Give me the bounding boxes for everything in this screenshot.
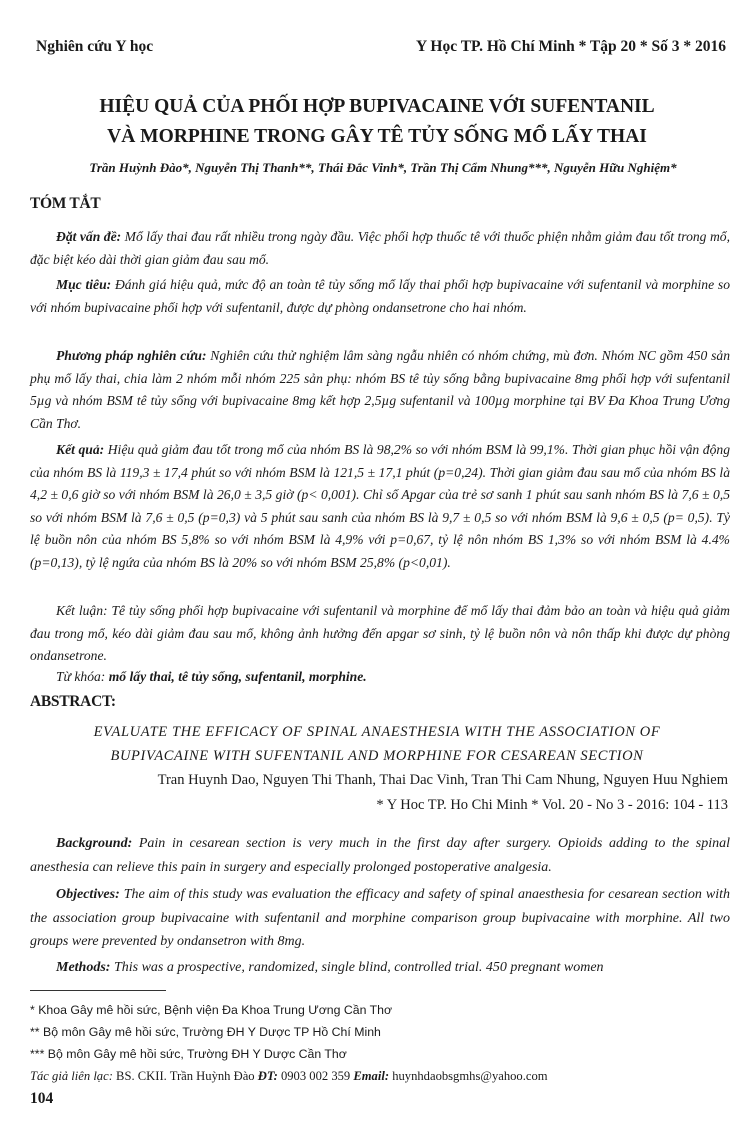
abstract-background-label: Background: bbox=[56, 836, 133, 851]
footnote-affiliation-2: ** Bộ môn Gây mê hồi sức, Trường ĐH Y Dược TP Hồ Chí Minh bbox=[30, 1025, 381, 1039]
english-author-list: Tran Huynh Dao, Nguyen Thi Thanh, Thai Dac Vinh, Tran Thi Cam Nhung, Nguyen Huu Nghiem bbox=[157, 772, 728, 788]
email-address: huynhdaobsgmhs@yahoo.com bbox=[389, 1069, 548, 1083]
summary-results-label: Kết quả: bbox=[56, 442, 105, 457]
summary-conclusion-paragraph bbox=[30, 600, 730, 668]
abstract-background-text: Pain in cesarean section is very much in the first day after surgery. Opioids adding to the spinal anesthesia can relieve this pain in surgery and especially prolonged postoperative analgesia. bbox=[30, 836, 730, 875]
abstract-objectives-label: Objectives: bbox=[56, 887, 120, 902]
header-journal-issue: Y Học TP. Hồ Chí Minh * Tập 20 * Số 3 * 2016 bbox=[415, 38, 726, 55]
summary-background-label: Đặt vấn đề: bbox=[56, 229, 122, 244]
article-title-line-1: HIỆU QUẢ CỦA PHỐI HỢP BUPIVACAINE VỚI SUFENTANIL bbox=[99, 96, 655, 117]
abstract-heading: ABSTRACT: bbox=[30, 693, 116, 710]
summary-methods-paragraph bbox=[30, 345, 730, 435]
footnote-affiliation-3: *** Bộ môn Gây mê hồi sức, Trường ĐH Y Dược Cần Thơ bbox=[30, 1047, 347, 1061]
abstract-methods-text: This was a prospective, randomized, single blind, controlled trial. 450 pregnant women bbox=[110, 960, 604, 975]
summary-objectives-label: Mục tiêu: bbox=[56, 277, 112, 292]
article-title bbox=[40, 92, 714, 152]
footnote-divider bbox=[30, 990, 166, 991]
english-title bbox=[40, 720, 714, 768]
footnote-affiliation-1: * Khoa Gây mê hồi sức, Bệnh viện Đa Khoa Trung Ương Cần Thơ bbox=[30, 1003, 393, 1017]
summary-keywords-paragraph bbox=[30, 666, 730, 689]
summary-heading: TÓM TẮT bbox=[30, 195, 101, 212]
abstract-objectives-paragraph bbox=[30, 883, 730, 954]
page-number: 104 bbox=[30, 1090, 54, 1107]
summary-background-paragraph bbox=[30, 226, 730, 271]
abstract-methods-label: Methods: bbox=[56, 960, 111, 975]
phone-label: ĐT: bbox=[257, 1069, 278, 1083]
summary-methods-label: Phương pháp nghiên cứu: bbox=[56, 348, 207, 363]
english-title-line-2: BUPIVACAINE WITH SUFENTANIL AND MORPHINE FOR CESAREAN SECTION bbox=[110, 748, 644, 764]
abstract-methods-paragraph bbox=[30, 956, 730, 980]
abstract-objectives-text: The aim of this study was evaluation the efficacy and safety of spinal anaesthesia for cesarean section with the association group bupivacaine with sufentanil and morphine comparison group bupivacaine with morphine. All two groups were prevented by ondansetron with 8mg. bbox=[30, 887, 730, 949]
contact-label: Tác giả liên lạc: bbox=[30, 1069, 113, 1083]
summary-methods-text: Nghiên cứu thử nghiệm lâm sàng ngẫu nhiên có nhóm chứng, mù đơn. Nhóm NC gồm 450 sản phụ mổ lấy thai, chia làm 2 nhóm mỗi nhóm 225 sản phụ: nhóm BS tê tủy sống bằng bupivacaine 8mg phối hợp với sufentanil 5µg và nhóm BSM tê tủy sống với bupivacaine 8mg kết hợp 2,5µg sufentanil và 100µg morphine tại BV Đa Khoa Trung Ương Cần Thơ. bbox=[30, 348, 730, 431]
citation-line: * Y Hoc TP. Ho Chi Minh * Vol. 20 - No 3 - 2016: 104 - 113 bbox=[376, 797, 728, 813]
summary-objectives-text: Đánh giá hiệu quả, mức độ an toàn tê tủy sống mổ lấy thai phối hợp bupivacaine với sufentanil và morphine so với nhóm bupivacaine phối hợp với sufentanil, được dự phòng ondansetrone cho hai nhóm. bbox=[30, 277, 730, 315]
summary-results-text: Hiệu quả giảm đau tốt trong mổ của nhóm BS là 98,2% so với nhóm BSM là 99,1%. Thời gian phục hồi vận động của nhóm BS là 119,3 ± 17,4 phút so với nhóm BSM là 121,5 ± 17,1 phút (p=0,24). Thời gian giảm đau sau mổ của nhóm BS là 4,2 ± 0,6 giờ so với nhóm BSM là 26,0 ± 3,5 giờ (p< 0,001). Chỉ số Apgar của trẻ sơ sanh 1 phút sau sanh nhóm BS là 7,6 ± 0,5 so với nhóm BSM là 7,6 ± 0,5 (p=0,3) và 5 phút sau sanh của nhóm BS là 9,7 ± 0,5 so với nhóm BSM là 9,6 ± 0,5 (p= 0,5). Tỷ lệ buồn nôn của nhóm BS 5,8% so với nhóm BSM là 4,9% với p=0,67, tỷ lệ nôn nhóm BS 1,3% so với nhóm BSM là 4.4% (p=0,13), tỷ lệ ngứa của nhóm BS là 20% so với nhóm BSM 25,8% (p<0,01). bbox=[30, 442, 730, 570]
summary-conclusion-label: Kết luận: bbox=[56, 603, 108, 618]
summary-background-text: Mổ lấy thai đau rất nhiều trong ngày đầu. Việc phối hợp thuốc tê với thuốc phiện nhằm giảm đau tốt trong mổ, đặc biệt kéo dài thời gian giảm đau sau mổ. bbox=[30, 229, 730, 267]
summary-conclusion-text: Tê tủy sống phối hợp bupivacaine với sufentanil và morphine để mổ lấy thai đảm bảo an toàn và hiệu quả giảm đau trong mổ, kéo dài giảm đau sau mổ, không ảnh hưởng đến apgar sơ sinh, tỷ lệ buồn nôn và nôn thấp khi được dự phòng ondansetrone. bbox=[30, 603, 730, 663]
phone-number: 0903 002 359 bbox=[277, 1069, 354, 1083]
author-list: Trần Huỳnh Đào*, Nguyễn Thị Thanh**, Thái Đắc Vinh*, Trần Thị Cẩm Nhung***, Nguyễn Hữu Nghiệm* bbox=[89, 160, 677, 175]
summary-keywords-text: mổ lấy thai, tê tủy sống, sufentanil, morphine. bbox=[105, 669, 367, 684]
header-section-name: Nghiên cứu Y học bbox=[36, 38, 154, 55]
footnote-contact bbox=[30, 1069, 548, 1084]
abstract-background-paragraph bbox=[30, 832, 730, 879]
article-title-line-2: VÀ MORPHINE TRONG GÂY TÊ TỦY SỐNG MỔ LẤY THAI bbox=[107, 126, 647, 147]
contact-name: BS. CKII. Trần Huỳnh Đào bbox=[112, 1069, 258, 1083]
summary-results-paragraph bbox=[30, 439, 730, 574]
english-title-line-1: EVALUATE THE EFFICACY OF SPINAL ANAESTHESIA WITH THE ASSOCIATION OF bbox=[93, 724, 661, 740]
email-label: Email: bbox=[353, 1069, 390, 1083]
summary-keywords-label: Từ khóa: bbox=[56, 669, 106, 684]
summary-objectives-paragraph bbox=[30, 274, 730, 319]
running-header bbox=[36, 38, 726, 60]
